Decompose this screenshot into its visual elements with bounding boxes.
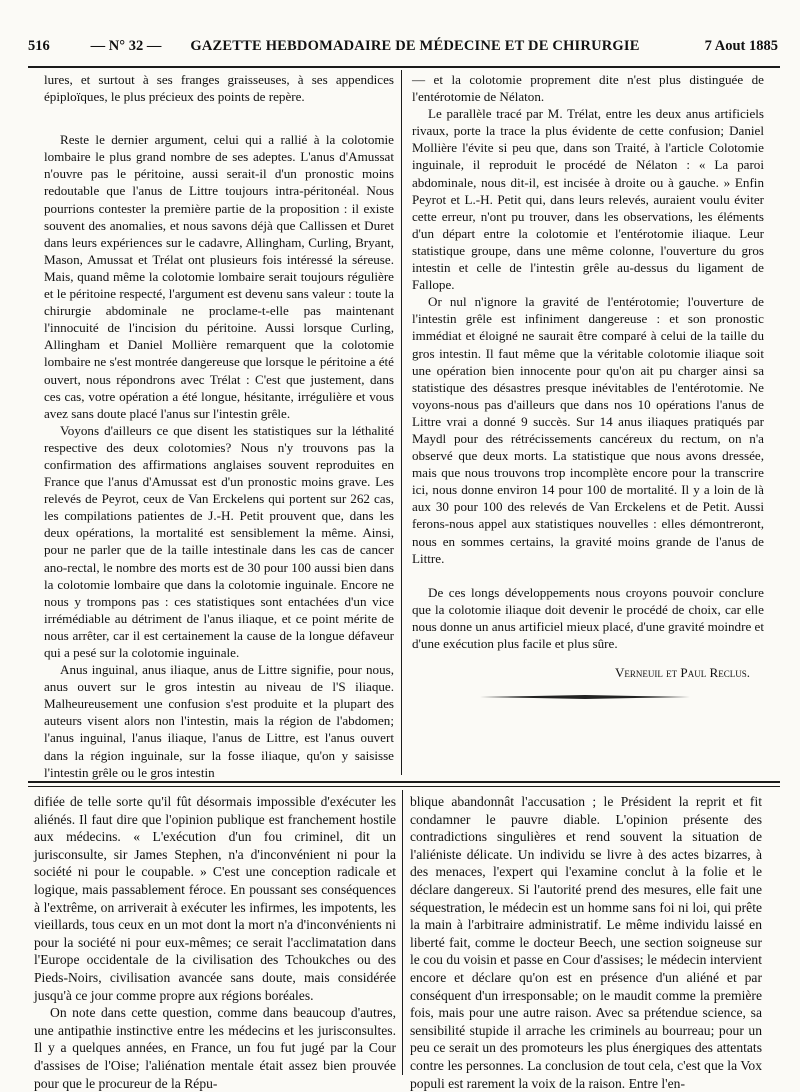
paragraph: Reste le dernier argument, celui qui a rallié à la colotomie lombaire le plus grand nombre de ses adeptes. L'anus d'Amussat n'ouvre pas le péritoine, aussi serait-il d'un pronostic moins redoutable que l'anus de Littre toujours intra-péritonéal. Nous pourrions contester la première partie de la proposition : il existe souvent des anomalies, et nous savons déjà que Callissen et Duret dans leurs expériences sur le cadavre, Allingham, Curling, Bryant, Mason, Amussat et Trélat ont plusieurs fois intéressé la séreuse. Mais, quand même la colotomie lombaire serait toujours régulière et le péritoine respecté, l'argument est devenu sans valeur : toute la chirurgie abdominale ne proclame-t-elle pas maintenant l'innocuité de l'incision du péritoine. Aussi lorsque Curling, Allingham et Daniel Mollière remarquent que la colotomie lombaire ne s'est montrée dangereuse que lorsque le péritoine a été ouvert, nous répondrons avec Trélat : C'est que justement, dans ces cas, votre opération a été longue, hésitante, irrégulière et vous avez sans doute placé l'anus sur l'intestin grêle. — [44, 132, 394, 421]
paragraph: lures, et surtout à ses franges graisseuses, à ses appendices épiploïques, le plus précieux des points de repère. — [44, 72, 394, 105]
journal-title: GAZETTE HEBDOMADAIRE DE MÉDECINE ET DE CHIRURGIE — [190, 38, 640, 54]
paragraph: blique abandonnât l'accusation ; le Président la reprit et fit condamner le pauvre diable. L'opinion présente des contradictions singulières et rend souvent la situation de l'aliéniste délicate. Un individu se livre à des actes bizarres, à des menaces, l'expert qui l'examine conclut à la folie et le déclare dangereux. Si l'autorité prend des mesures, elle fait une séquestration, le médecin est un homme sans foi ni loi, qui prête la main à l'arbitraire administratif. Le même individu laissé en liberté fait, comme le docteur Beech, une section soigneuse sur le cou du voisin et passe en Cour d'assises; le médecin intervient encore et déclare qu'on est en présence d'un aliéné et par conséquent d'un irresponsable; on le maudit comme la première fois, mais pour une autre raison. Avec sa prétendue science, sa sensibilité stupide il arrache les criminels au bourreau; pour un peu ce serait un des promoteurs les plus énergiques des attentats contre les personnes. La conclusion de tout cela, c'est que la Vox populi est rarement la voix de la raison. Entre l'en- — [410, 794, 762, 1091]
paragraph: Le parallèle tracé par M. Trélat, entre les deux anus artificiels rivaux, porte la trace la plus évidente de cette confusion; Daniel Mollière l'évite si peu que, dans son Traité, à l'article Colotomie inguinale, il reproduit le procédé de Nélaton : « La paroi abdominale, nous dit-il, est incisée à droite ou à gauche. » Enfin Peyrot et L.-H. Petit qui, dans leurs relevés, auraient voulu éviter cette erreur, n'ont pu trouver, dans les observations, les éléments d'un départ entre la colotomie et l'entérotomie iliaque. Leur statistique groupe, dans une même colonne, l'ouverture du gros intestin et celle de l'intestin grêle au-dessus du ligament de Fallope. — [412, 106, 764, 293]
column-divider-top — [401, 70, 402, 775]
left-column — [44, 71, 394, 780]
paragraph: Voyons d'ailleurs ce que disent les statistiques sur la léthalité respective des deux colotomies? Nous n'y trouvons pas la confirmation des affirmations anglaises souvent reproduites en France que l'anus d'Amussat est d'un pronostic moins grave. Les relevés de Peyrot, ceux de Van Erckelens qui portent sur 262 cas, les compilations patientes de J.-H. Petit prouvent que, dans les deux opérations, la mortalité est sensiblement la même. Ainsi, pour ne parler que de la taille intestinale dans les cas de cancer ano-rectal, le nombre des morts est de 30 pour 100 aussi bien dans la colotomie lombaire que dans la colotomie inguinale. Encore ne nous y trompons pas : ces statistiques sont entachées d'un vice irrémédiable au détriment de l'anus iliaque, et ce point mérite de nous arrêter, car il est certainement la cause de la longue défaveur qui a pesé sur la colotomie inguinale. — [44, 422, 394, 660]
paragraph: Or nul n'ignore la gravité de l'entérotomie; l'ouverture de l'intestin grêle est infiniment dangereuse : et son pronostic immédiat et éloigné ne saurait être comparé à celui de la taille du gros intestin. Il faut même que la véritable colotomie iliaque soit une opération bien innocente pour qu'on ait pu charger ainsi sa statistique des désastres presque inévitables de l'entérotomie. Ne voyons-nous pas d'ailleurs que dans nos 10 opérations l'anus de Littre vrai a donné 9 succès. Sur 14 anus iliaques pratiqués par Maydl pour des rétrécissements cancéreux du rectum, on n'a observé que deux morts. La statistique que nous avons dressée, mais que nous trouvons trop incomplète encore pour la transcrire ici, nous donne environ 14 pour 100 de mortalité. Il y a loin de là aux 30 pour 100 des relevés de Van Erckelens et de Petit. Aussi ferons-nous appel aux statistiques nouvelles : elles démontreront, nous en sommes certains, la gravité moins grande de l'anus de Littre. — [412, 294, 764, 566]
paragraph: De ces longs développements nous croyons pouvoir conclure que la colotomie iliaque doit devenir le procédé de choix, car elle nous donne un anus artificiel mieux placé, d'une gravité moindre et d'une exécution plus facile et plus sûre. — [412, 584, 764, 651]
paragraph: difiée de telle sorte qu'il fût désormais impossible d'exécuter les aliénés. Il faut dire que l'opinion publique est franchement hostile aux médecins. « L'exécution d'un fou criminel, dit un jurisconsulte, sir James Stephen, n'a d'inconvénient ni pour la société ni pour le coupable. » C'est une conception radicale et logique, mais passablement féroce. En poussant ses conséquences à l'extrême, on arriverait à exécuter les infirmes, les impotents, les vieillards, tous ceux en un mot dont la mort n'a d'inconvénients ni pour la société ni pour eux-mêmes; ce serait l'acclimatation dans l'Europe occidentale de la civilisation des Tchoukches ou des Pieds-Noirs, civilisation avancée sans doute, mais considérée jusqu'à ce jour comme propre aux régions boréales. — [34, 794, 396, 1003]
paragraph: — et la colotomie proprement dite n'est plus distinguée de l'entérotomie de Nélaton. — [412, 72, 764, 105]
end-ornament — [480, 694, 690, 700]
issue-date: 7 Aout 1885 — [704, 38, 778, 54]
bottom-left-column — [34, 793, 396, 1091]
header-rule — [28, 66, 780, 68]
issue-number: — N° 32 — — [90, 38, 162, 54]
author-signature: Verneuil et Paul Reclus. — [614, 665, 750, 681]
right-column — [412, 71, 764, 691]
column-divider-bottom — [402, 790, 403, 1075]
paragraph: On note dans cette question, comme dans beaucoup d'autres, une antipathie instinctive entre les médecins et les jurisconsultes. Il y a quelques années, en France, un fou fut jugé par la Cour d'assises de l'Oise; l'aliénation mentale était assez bien prouvée pour que le procureur de la Répu- — [34, 1005, 396, 1091]
page-number: 516 — [28, 38, 50, 54]
running-header — [28, 38, 778, 62]
paragraph: Anus inguinal, anus iliaque, anus de Littre signifie, pour nous, anus ouvert sur le gros intestin au niveau de l'S iliaque. Malheureusement une confusion s'est produite et la plupart des auteurs visent alors non l'intestin, mais la région de l'abdomen; l'anus inguinal, l'anus iliaque, l'anus de Littre, est l'anus ouvert dans la région inguinale, sur la fosse iliaque, qu'on y saisisse l'intestin grêle ou le gros intestin — [44, 662, 394, 780]
section-rule-top — [28, 781, 780, 783]
bottom-right-column — [410, 793, 762, 1091]
section-rule-bottom — [28, 786, 780, 787]
